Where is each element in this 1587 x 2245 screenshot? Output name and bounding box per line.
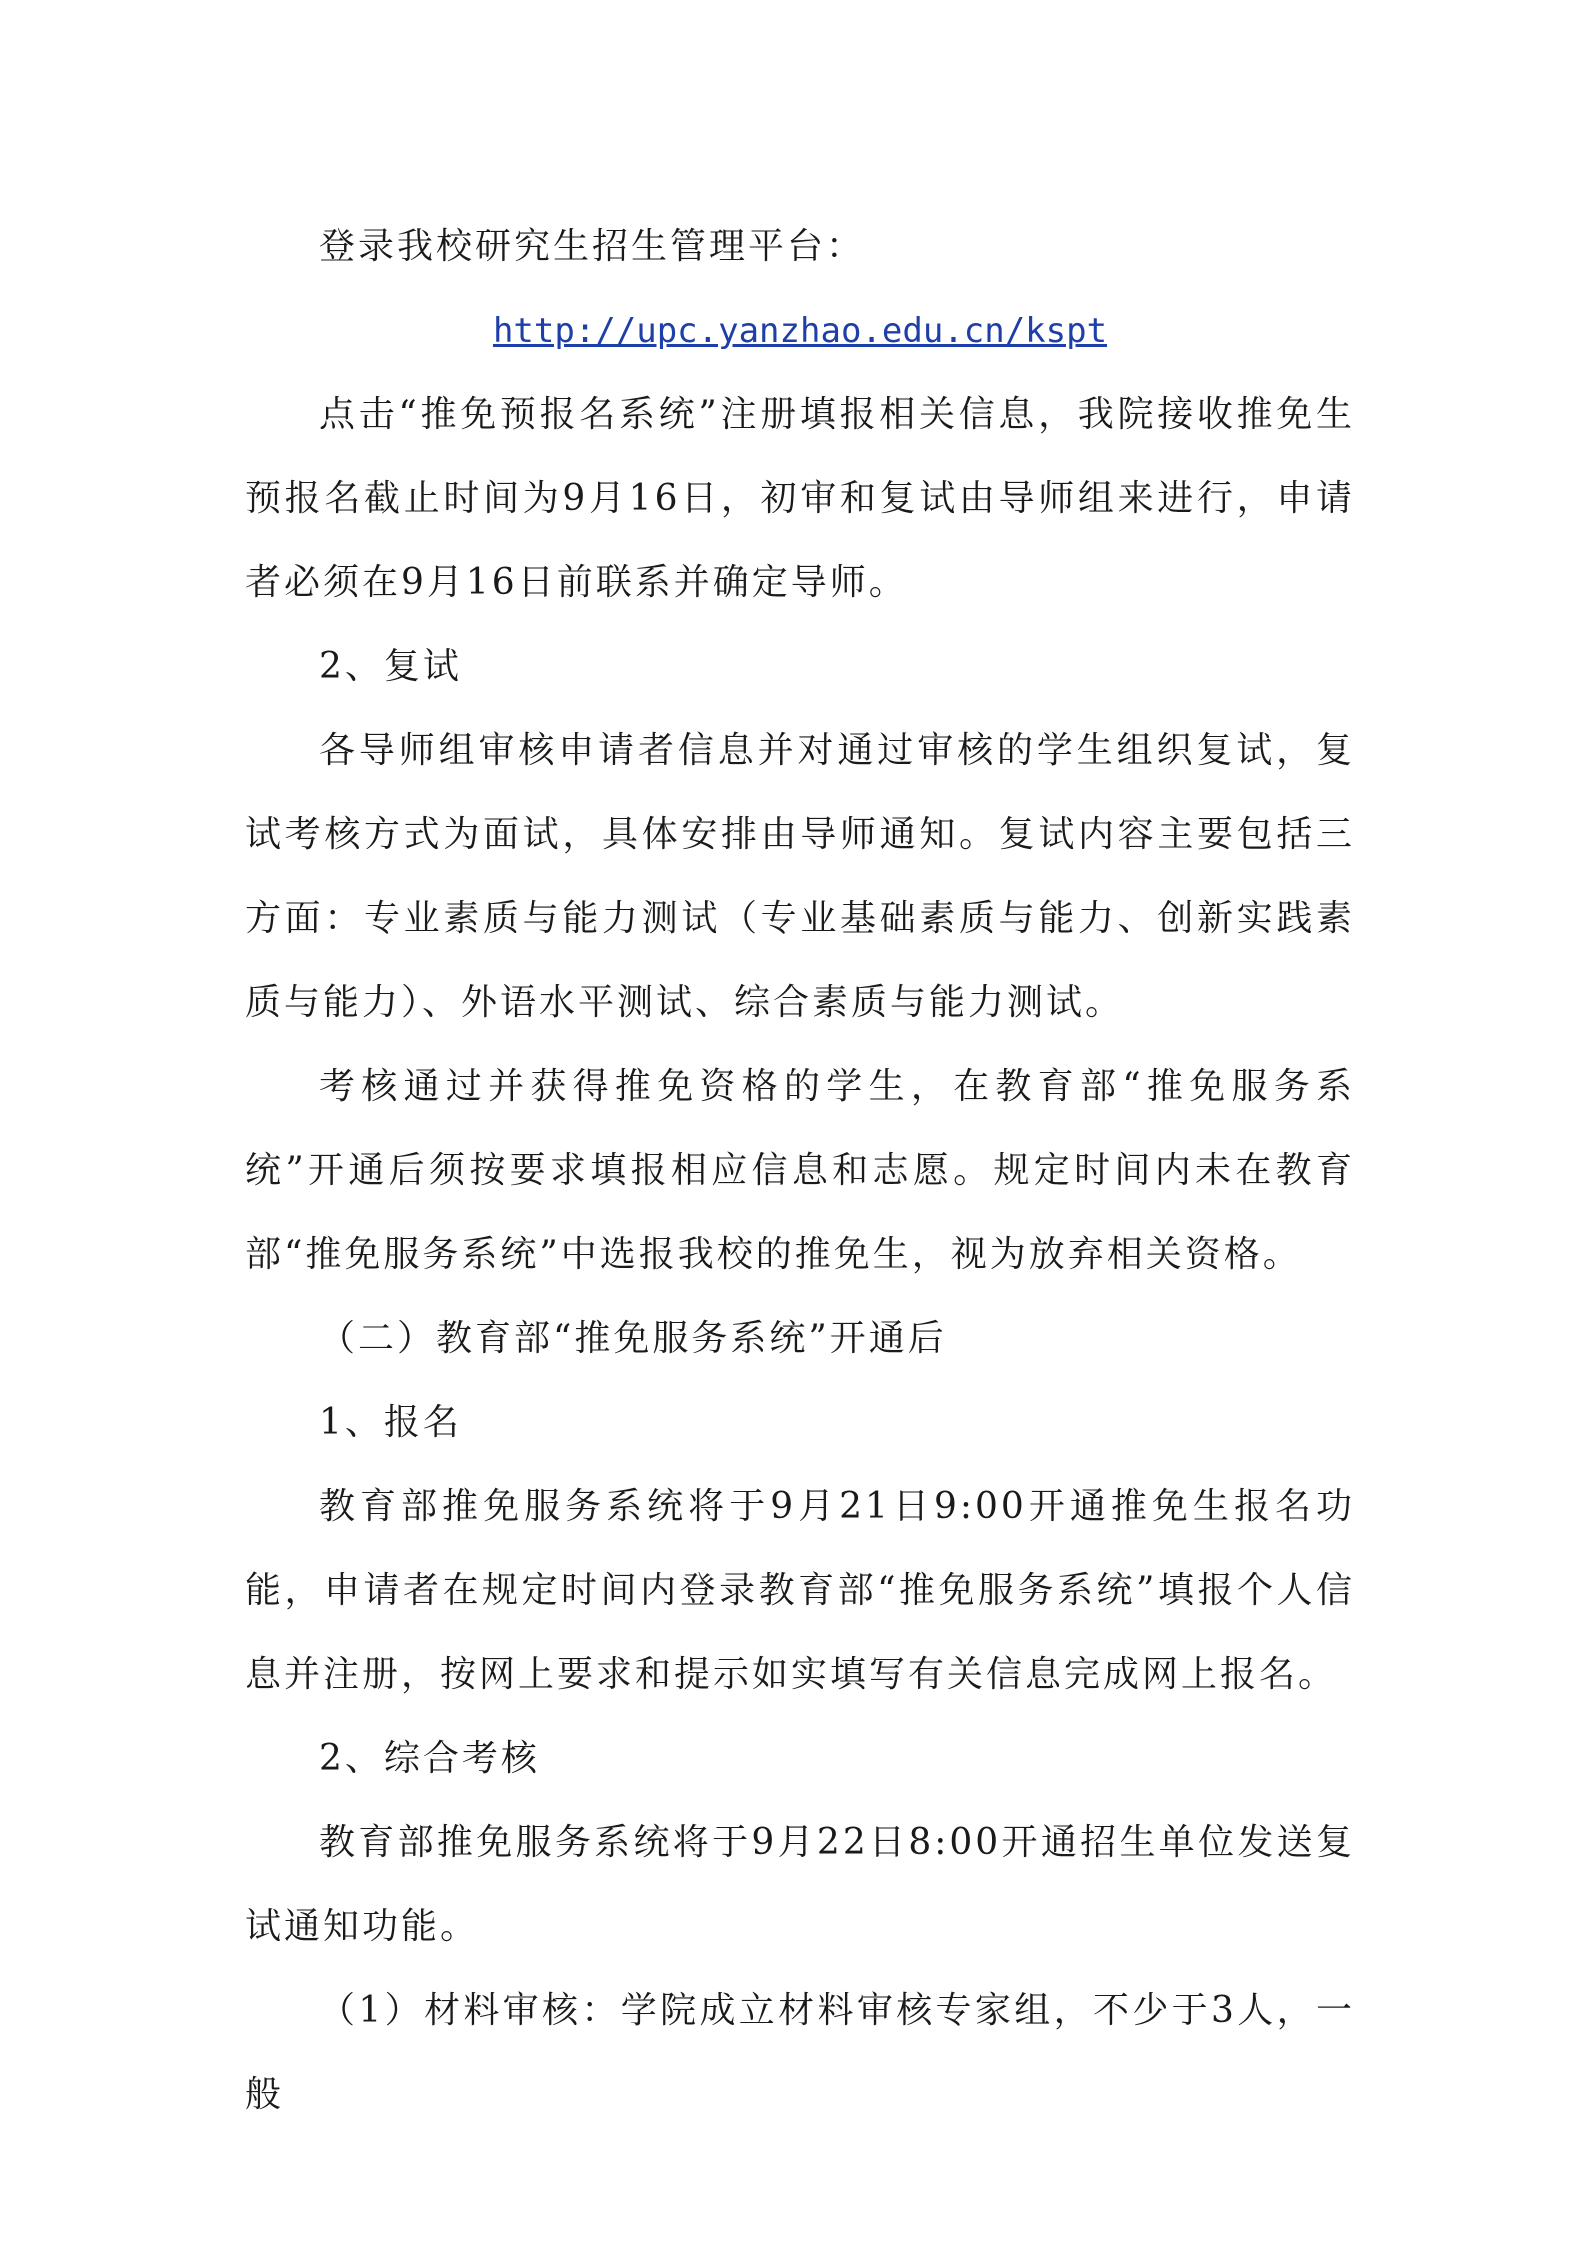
url-line [245,289,1355,373]
heading-after-system-open: （二）教育部“推免服务系统”开通后 [319,1318,947,1359]
heading-registration: 1、报名 [319,1402,462,1443]
heading-comprehensive-assessment: 2、综合考核 [319,1738,540,1779]
paragraph-retest-notice: 教育部推免服务系统将于9月22日8:00开通招生单位发送复试通知功能。 [245,1822,1355,1947]
heading-retest: 2、复试 [319,646,462,687]
paragraph-qualification: 考核通过并获得推免资格的学生，在教育部“推免服务系统”开通后须按要求填报相应信息和志愿。规定时间内未在教育部“推免服务系统”中选报我校的推免生，视为放弃相关资格。 [245,1066,1355,1275]
paragraph-material-review: （1）材料审核：学院成立材料审核专家组，不少于3人，一般 [245,1990,1355,2115]
paragraph-preregistration: 点击“推免预报名系统”注册填报相关信息，我院接收推免生预报名截止时间为9月16日，初审和复试由导师组来进行，申请者必须在9月16日前联系并确定导师。 [245,394,1355,603]
paragraph-registration: 教育部推免服务系统将于9月21日9:00开通推免生报名功能，申请者在规定时间内登录教育部“推免服务系统”填报个人信息并注册，按网上要求和提示如实填写有关信息完成网上报名。 [245,1486,1355,1695]
paragraph-retest-content: 各导师组审核申请者信息并对通过审核的学生组织复试，复试考核方式为面试，具体安排由导师通知。复试内容主要包括三方面：专业素质与能力测试（专业基础素质与能力、创新实践素质与能力）、外语水平测试、综合素质与能力测试。 [245,730,1355,1023]
paragraph-login-platform: 登录我校研究生招生管理平台： [319,226,866,267]
document-body [245,205,1355,2137]
platform-url-link[interactable]: http://upc.yanzhao.edu.cn/kspt [492,311,1108,351]
